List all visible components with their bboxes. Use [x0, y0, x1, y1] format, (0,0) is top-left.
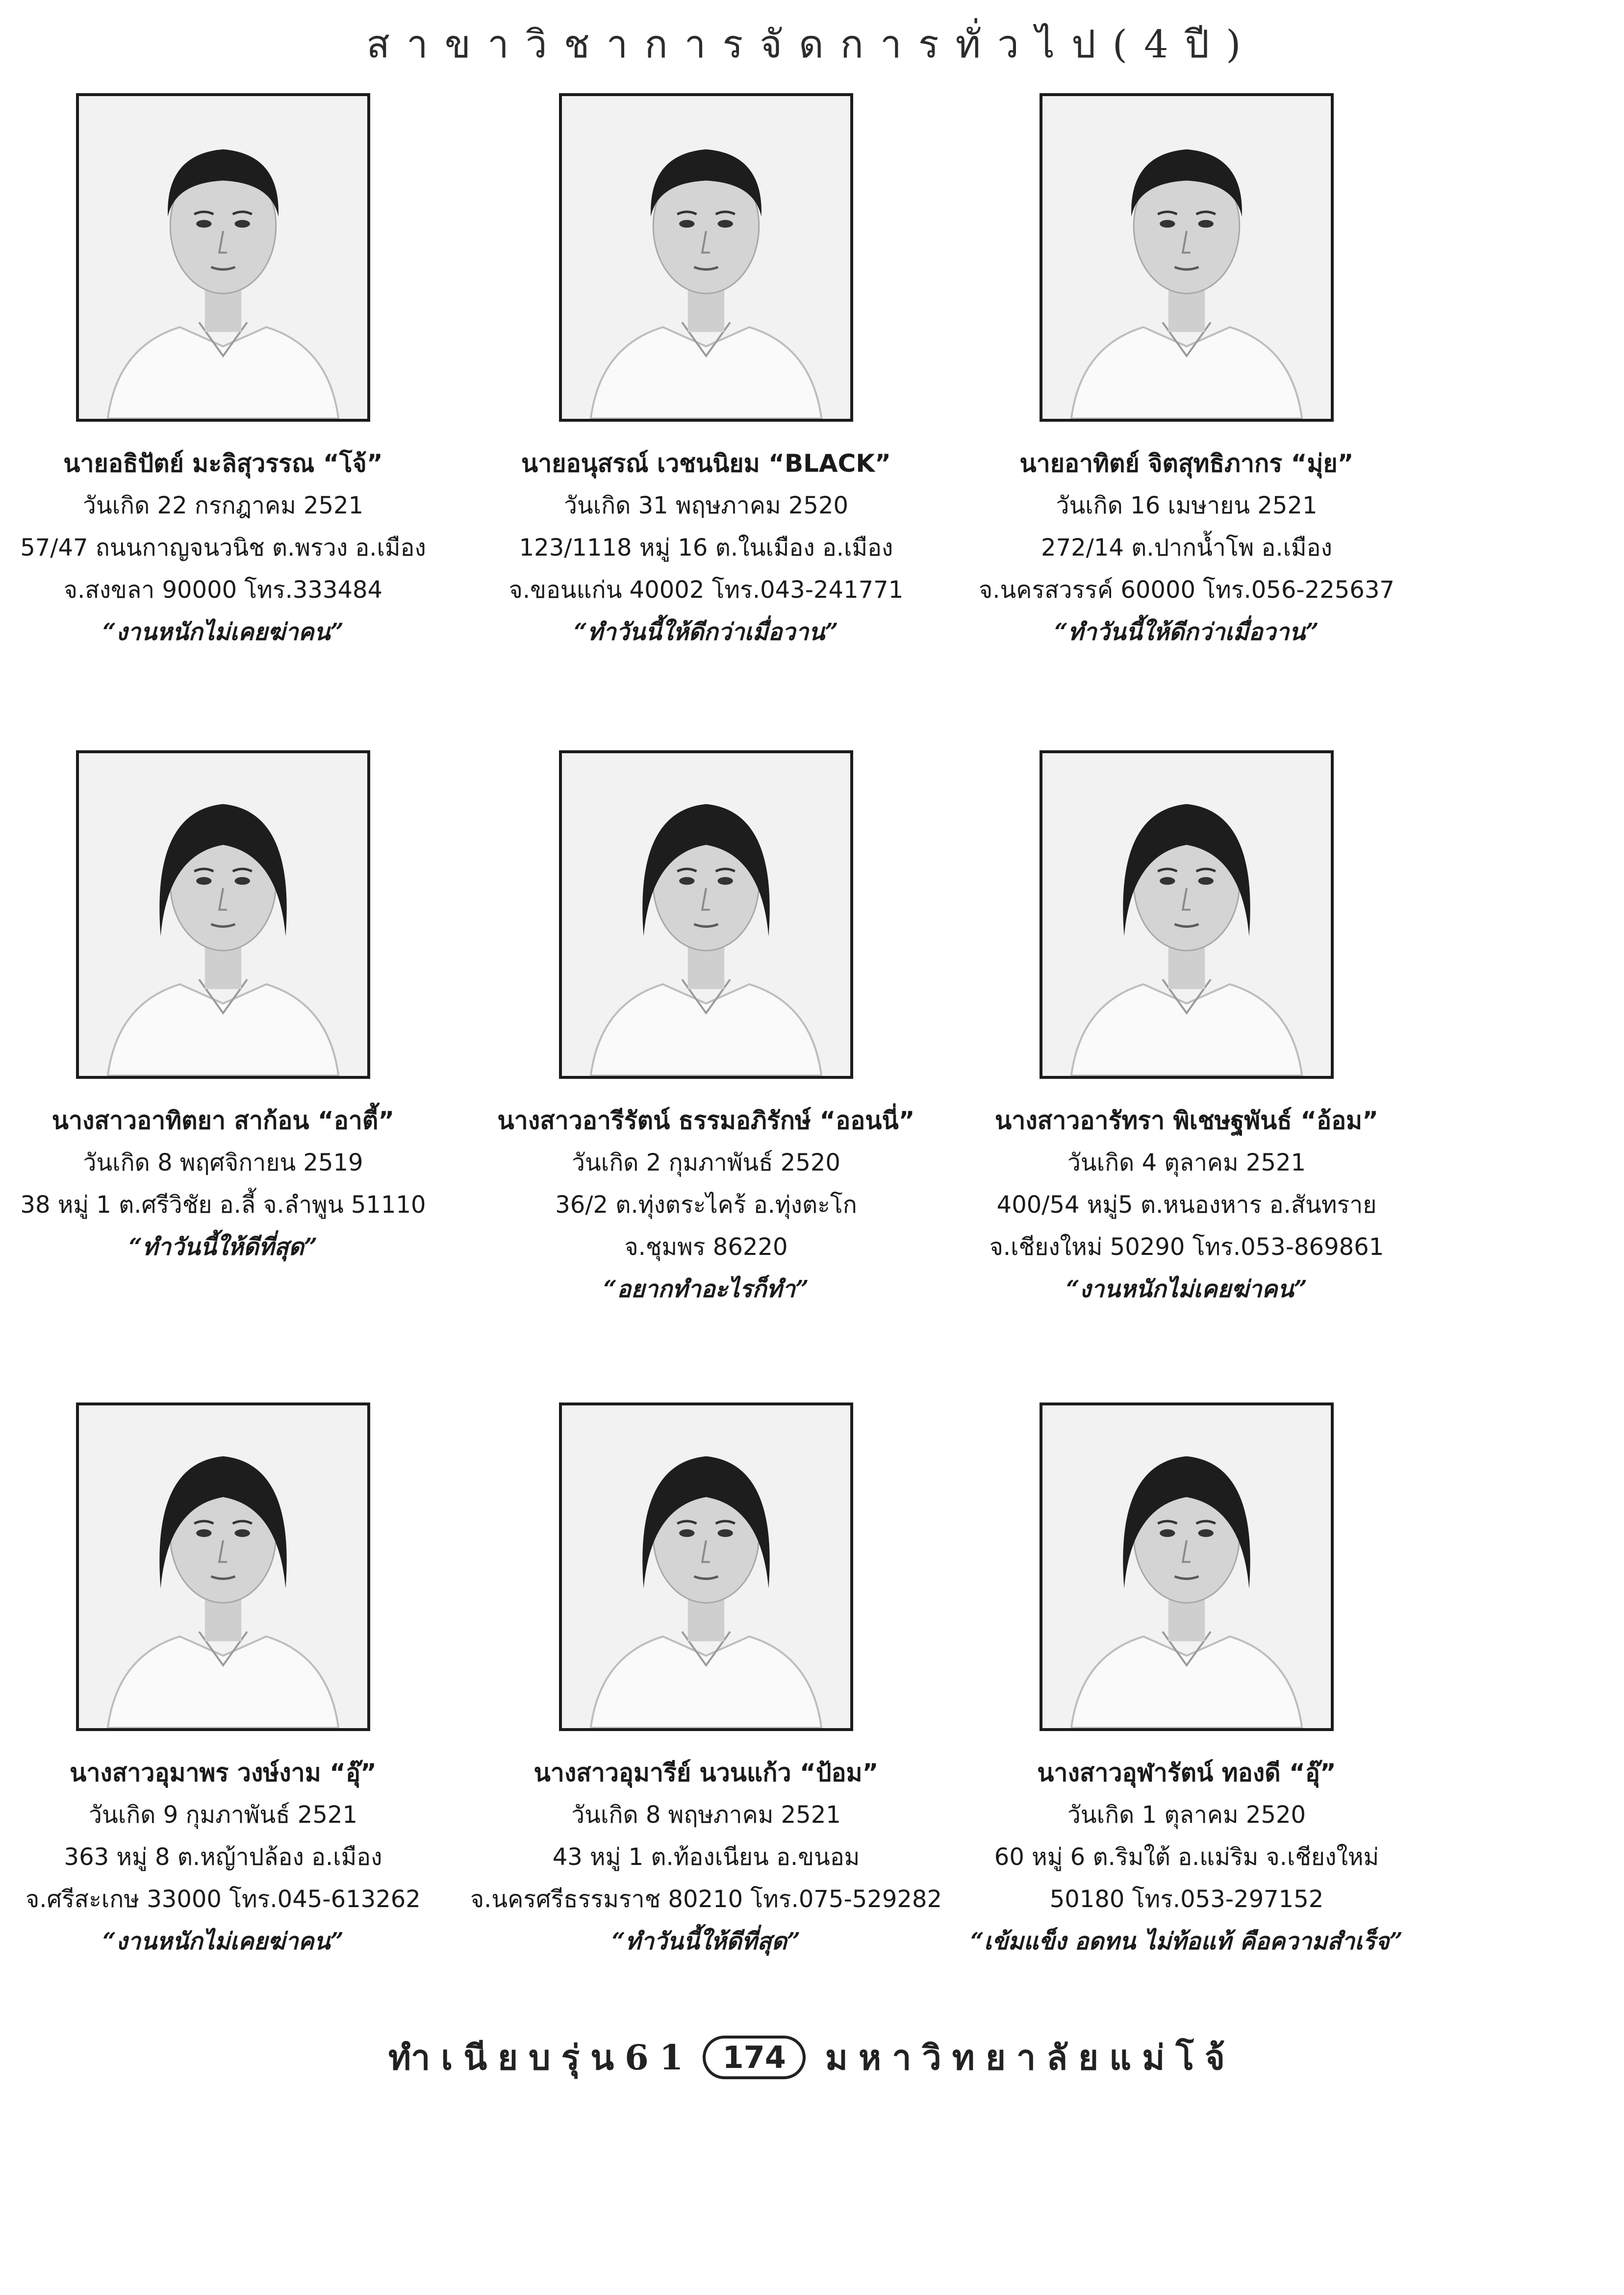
- student-photo: [1040, 1402, 1334, 1731]
- student-card: [461, 93, 951, 653]
- student-motto: “เข้มแข็ง อดทน ไม่ท้อแท้ คือความสำเร็จ”: [970, 1928, 1403, 1955]
- student-birthdate: วันเกิด 1 ตุลาคม 2520: [1067, 1801, 1306, 1829]
- student-birthdate: วันเกิด 8 พฤษภาคม 2521: [571, 1801, 841, 1829]
- student-card: [0, 1402, 468, 1963]
- student-birthdate: วันเกิด 9 กุมภาพันธ์ 2521: [89, 1801, 357, 1829]
- student-photo: [559, 750, 853, 1079]
- student-photo: [76, 1402, 370, 1731]
- student-birthdate: วันเกิด 8 พฤศจิกายน 2519: [83, 1149, 363, 1176]
- student-address-line: 43 หมู่ 1 ต.ท้องเนียน อ.ขนอม: [552, 1843, 860, 1871]
- student-motto: “ทำวันนี้ให้ดีกว่าเมื่อวาน”: [1054, 618, 1319, 646]
- student-address-line: จ.สงขลา 90000 โทร.333484: [63, 576, 383, 604]
- student-address-line: จ.นครสวรรค์ 60000 โทร.056-225637: [979, 576, 1395, 604]
- student-photo: [1040, 750, 1334, 1079]
- student-card: [0, 750, 468, 1268]
- student-motto: “ทำวันนี้ให้ดีกว่าเมื่อวาน”: [574, 618, 838, 646]
- footer-yearbook-label: ทำเนียบรุ่น61: [388, 2037, 694, 2078]
- student-address-line: 363 หมู่ 8 ต.หญ้าปล้อง อ.เมือง: [64, 1843, 382, 1871]
- student-birthdate: วันเกิด 22 กรกฎาคม 2521: [82, 492, 364, 519]
- student-photo: [1040, 93, 1334, 422]
- student-address-line: 272/14 ต.ปากน้ำโพ อ.เมือง: [1041, 534, 1332, 561]
- student-photo: [559, 93, 853, 422]
- student-motto: “ทำวันนี้ให้ดีที่สุด”: [128, 1233, 318, 1261]
- student-address-line: 57/47 ถนนกาญจนวนิช ต.พรวง อ.เมือง: [20, 534, 426, 561]
- student-birthdate: วันเกิด 2 กุมภาพันธ์ 2520: [572, 1149, 840, 1176]
- student-address-line: จ.ชุมพร 86220: [624, 1233, 788, 1261]
- page-number: 174: [703, 2036, 805, 2079]
- student-name: นางสาวอุมารีย์ นวนแก้ว “ป้อม”: [533, 1759, 879, 1787]
- student-name: นายอธิปัตย์ มะลิสุวรรณ “โจ้”: [63, 449, 383, 478]
- student-birthdate: วันเกิด 31 พฤษภาคม 2520: [563, 492, 849, 519]
- page-title: สาขาวิชาการจัดการทั่วไป(4ปี): [366, 23, 1258, 67]
- student-address-line: จ.เชียงใหม่ 50290 โทร.053-869861: [989, 1233, 1384, 1261]
- student-address-line: 123/1118 หมู่ 16 ต.ในเมือง อ.เมือง: [519, 534, 893, 561]
- student-motto: “ทำวันนี้ให้ดีที่สุด”: [611, 1928, 801, 1955]
- student-address-line: 400/54 หมู่5 ต.หนองหาร อ.สันทราย: [996, 1191, 1377, 1219]
- student-name: นายอาทิตย์ จิตสุทธิภากร “มุ่ย”: [1019, 449, 1354, 478]
- student-birthdate: วันเกิด 16 เมษายน 2521: [1056, 492, 1318, 519]
- student-motto: “งานหนักไม่เคยฆ่าคน”: [1066, 1275, 1307, 1303]
- student-motto: “งานหนักไม่เคยฆ่าคน”: [102, 618, 344, 646]
- student-address-line: 50180 โทร.053-297152: [1049, 1886, 1324, 1913]
- student-card: [941, 750, 1432, 1310]
- student-card: [941, 93, 1432, 653]
- student-photo: [559, 1402, 853, 1731]
- student-name: นางสาวอารัทรา พิเชษฐพันธ์ “อ้อม”: [995, 1106, 1378, 1135]
- student-birthdate: วันเกิด 4 ตุลาคม 2521: [1067, 1149, 1306, 1176]
- student-name: นางสาวอุฬารัตน์ ทองดี “อุ๊”: [1037, 1759, 1336, 1787]
- student-card: [461, 750, 951, 1310]
- student-address-line: 36/2 ต.ทุ่งตระไคร้ อ.ทุ่งตะโก: [555, 1191, 857, 1219]
- student-address-line: 60 หมู่ 6 ต.ริมใต้ อ.แม่ริม จ.เชียงใหม่: [994, 1843, 1379, 1871]
- student-address-line: จ.นครศรีธรรมราช 80210 โทร.075-529282: [470, 1886, 942, 1913]
- student-motto: “งานหนักไม่เคยฆ่าคน”: [102, 1928, 344, 1955]
- student-address-line: จ.ขอนแก่น 40002 โทร.043-241771: [508, 576, 904, 604]
- student-card: [0, 93, 468, 653]
- student-name: นางสาวอาทิตยา สาก้อน “อาตี้”: [51, 1106, 395, 1135]
- student-name: นายอนุสรณ์ เวชนนิยม “BLACK”: [521, 449, 891, 478]
- student-card: [941, 1402, 1432, 1963]
- student-name: นางสาวอุมาพร วงษ์งาม “อุ๊”: [70, 1759, 377, 1787]
- page-footer: [0, 2030, 1624, 2085]
- footer-university-label: มหาวิทยาลัยแม่โจ้: [825, 2037, 1236, 2078]
- student-address-line: 38 หมู่ 1 ต.ศรีวิชัย อ.ลี้ จ.ลำพูน 51110: [20, 1191, 426, 1219]
- student-photo: [76, 750, 370, 1079]
- student-address-line: จ.ศรีสะเกษ 33000 โทร.045-613262: [25, 1886, 421, 1913]
- student-photo: [76, 93, 370, 422]
- student-card: [461, 1402, 951, 1963]
- student-name: นางสาวอารีรัตน์ ธรรมอภิรักษ์ “ออนนี่”: [497, 1106, 915, 1135]
- student-motto: “อยากทำอะไรก็ทำ”: [603, 1275, 809, 1303]
